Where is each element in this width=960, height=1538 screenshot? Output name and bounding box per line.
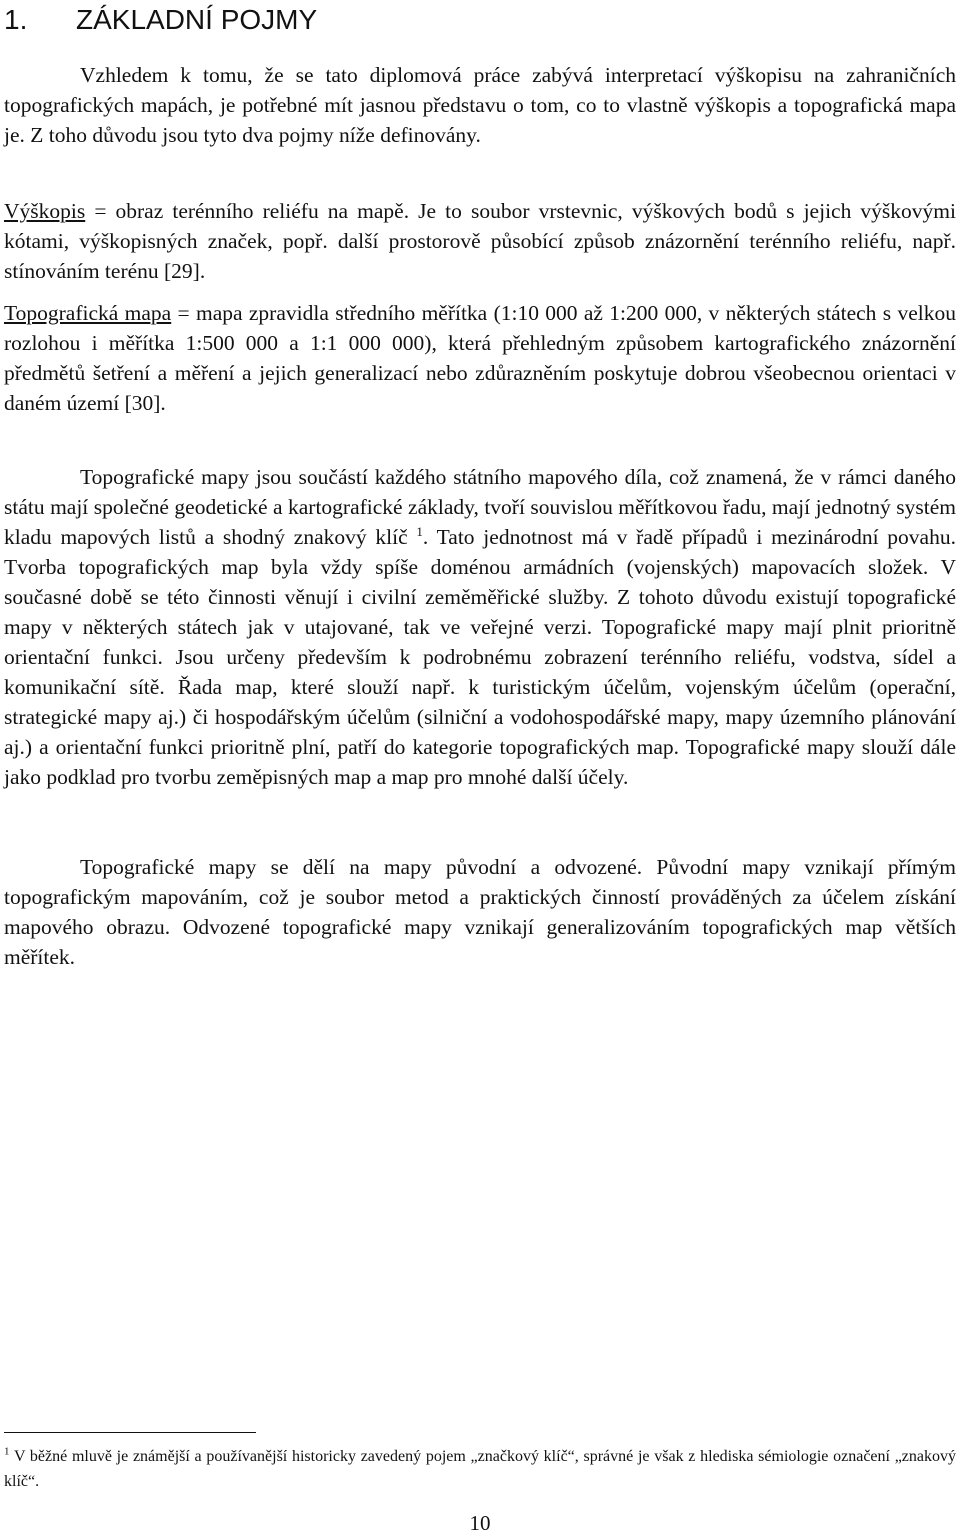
- footnote: [4, 1444, 956, 1494]
- definition-topograficka-mapa: [4, 298, 956, 418]
- definition-term: Výškopis: [4, 199, 86, 223]
- definition-text: = obraz terénního reliéfu na mapě. Je to soubor vrstevnic, výškových bodů s jejich výškovými kótami, výškopisných značek, popř. další prostorově působící způsob znázornění terénního reliéfu, např. stínováním terénu [29].: [4, 199, 956, 283]
- chapter-number: 1.: [4, 4, 28, 35]
- intro-paragraph: Vzhledem k tomu, že se tato diplomová práce zabývá interpretací výškopisu na zahraničních topografických mapách, je potřebné mít jasnou představu o tom, co to vlastně výškopis a topografická mapa je. Z toho důvodu jsou tyto dva pojmy níže definovány.: [4, 63, 956, 147]
- definition-term: Topografická mapa: [4, 301, 172, 325]
- footnote-text: V běžné mluvě je známější a používanější historicky zavedený pojem „značkový klíč“, správné je však z hlediska sémiologie označení „znakový klíč“.: [4, 1448, 956, 1490]
- definition-text: = mapa zpravidla středního měřítka (1:10 000 až 1:200 000, v některých státech s velkou rozlohou i měřítka 1:500 000 a 1:1 000 000), která přehledným způsobem kartografického znázornění předmětů šetření a měření a jejich generalizací nebo zdůrazněním poskytuje dobrou všeobecnou orientaci v daném území [30].: [4, 301, 956, 415]
- chapter-title: ZÁKLADNÍ POJMY: [76, 4, 318, 35]
- definition-vyskopis: [4, 196, 956, 286]
- paragraph-text: Topografické mapy jsou součástí každého státního mapového díla, což znamená, že v rámci daného státu mají společné geodetické a kartografické základy, tvoří souvislou měřítkovou řadu, mají jednotný systém kladu mapových listů a shodný znakový klíč: [4, 465, 956, 549]
- footnote-number: 1: [4, 1445, 10, 1458]
- paragraph-map-types: Topografické mapy se dělí na mapy původní a odvozené. Původní mapy vznikají přímým topografickým mapováním, což je soubor metod a praktických činností prováděných za účelem získání mapového obrazu. Odvozené topografické mapy vznikají generalizováním topografických map větších měřítek.: [4, 855, 956, 969]
- paragraph-text: . Tato jednotnost má v řadě případů i mezinárodní povahu. Tvorba topografických map byla vždy spíše doménou armádních (vojenských) mapovacích složek. V současné době se této činnosti věnují i civilní zeměměřické služby. Z tohoto důvodu existují topografické mapy v některých státech jak v utajované, tak ve veřejné verzi. Topografické mapy mají plnit prioritně orientační funkci. Jsou určeny především k podrobnému zobrazení terénního reliéfu, vodstva, sídel a komunikační sítě. Řada map, které slouží např. k turistickým účelům, vojenským účelům (operační, strategické mapy aj.) či hospodářským účelům (silniční a vodohospodářské mapy, mapy územního plánování aj.) a orientační funkci prioritně plní, patří do kategorie topografických map. Topografické mapy slouží dále jako podklad pro tvorbu zeměpisných map a map pro mnohé další účely.: [4, 525, 956, 789]
- paragraph-topographic-maps: [4, 462, 956, 792]
- footnote-reference: 1: [416, 523, 423, 539]
- footnote-separator: [4, 1432, 256, 1433]
- page-number: 10: [469, 1511, 491, 1535]
- chapter-heading: [4, 0, 317, 40]
